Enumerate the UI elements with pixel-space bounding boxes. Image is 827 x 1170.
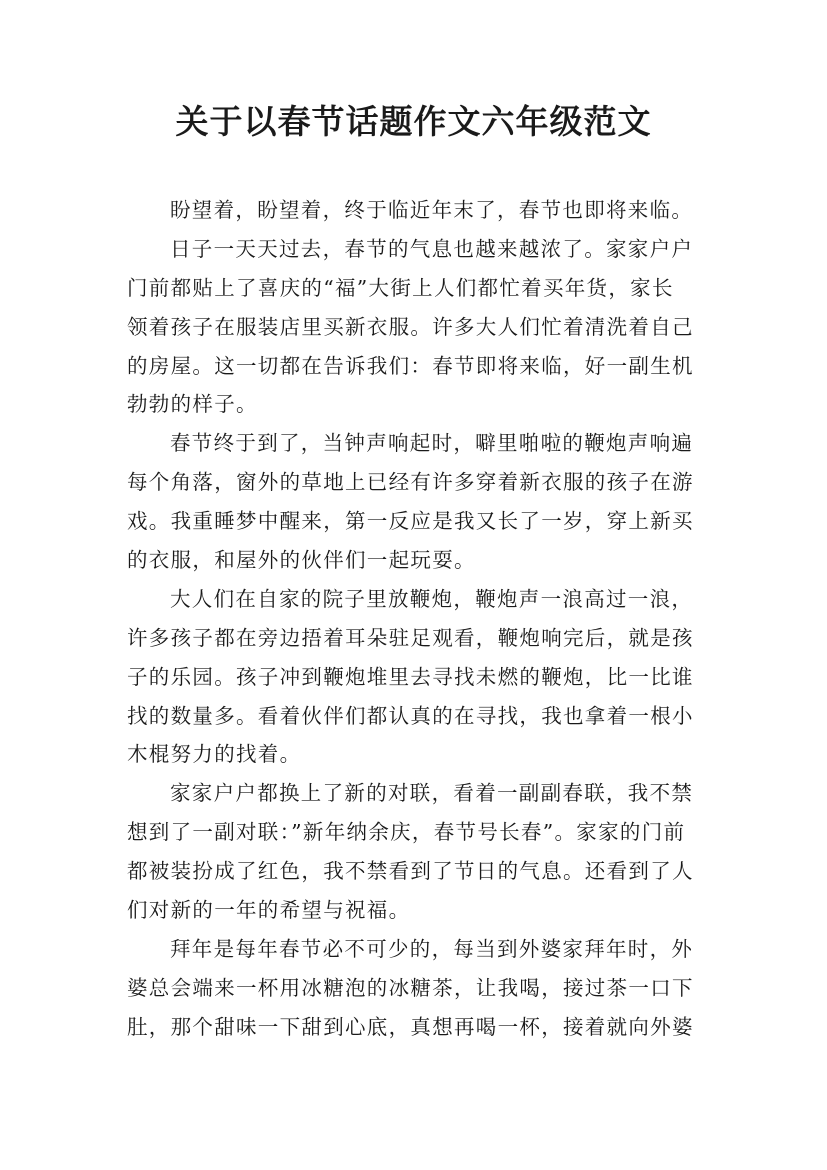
text-line: 门前都贴上了喜庆的“福”大街上人们都忙着买年货，家长: [127, 275, 674, 300]
text-line: 大人们在自家的院子里放鞭炮，鞭炮声一浪高过一浪，: [170, 586, 694, 611]
text-line: 拜年是每年春节必不可少的，每当到外婆家拜年时，外: [170, 936, 694, 961]
text-line: 想到了一副对联：”新年纳余庆，春节号长春”。家家的门前: [127, 820, 686, 845]
text-line: 每个角落，窗外的草地上已经有许多穿着新衣服的孩子在游: [127, 470, 694, 495]
text-line: 许多孩子都在旁边捂着耳朵驻足观看，鞭炮响完后，就是孩: [127, 625, 694, 650]
text-line: 盼望着，盼望着，终于临近年末了，春节也即将来临。: [170, 198, 694, 222]
text-line: 木棍努力的找着。: [127, 742, 302, 767]
text-line: 领着孩子在服装店里买新衣服。许多大人们忙着清洗着自己: [127, 314, 694, 339]
text-line: 的衣服，和屋外的伙伴们一起玩耍。: [127, 548, 476, 573]
document-body: [127, 191, 712, 1047]
text-line: 都被装扮成了红色，我不禁看到了节日的气息。还看到了人: [127, 859, 694, 884]
text-line: 春节终于到了，当钟声响起时，噼里啪啦的鞭炮声响遍: [170, 431, 694, 456]
text-line: 婆总会端来一杯用冰糖泡的冰糖茶，让我喝，接过茶一口下: [127, 975, 694, 1000]
text-line: 们对新的一年的希望与祝福。: [127, 898, 411, 923]
text-line: 勃勃的样子。: [127, 392, 258, 417]
text-line: 的房屋。这一切都在告诉我们：春节即将来临，好一副生机: [127, 353, 694, 378]
text-line: 戏。我重睡梦中醒来，第一反应是我又长了一岁，穿上新买: [127, 509, 694, 534]
text-line: 肚，那个甜味一下甜到心底，真想再喝一杯，接着就向外婆: [127, 1014, 694, 1039]
text-line: 子的乐园。孩子冲到鞭炮堆里去寻找未燃的鞭炮，比一比谁: [127, 664, 694, 689]
text-line: 找的数量多。看着伙伴们都认真的在寻找，我也拿着一根小: [127, 703, 694, 728]
text-line: 家家户户都换上了新的对联，看着一副副春联，我不禁: [170, 781, 694, 806]
document-title: 关于以春节话题作文六年级范文: [175, 102, 652, 141]
text-line: 日子一天天过去，春节的气息也越来越浓了。家家户户: [170, 236, 694, 261]
